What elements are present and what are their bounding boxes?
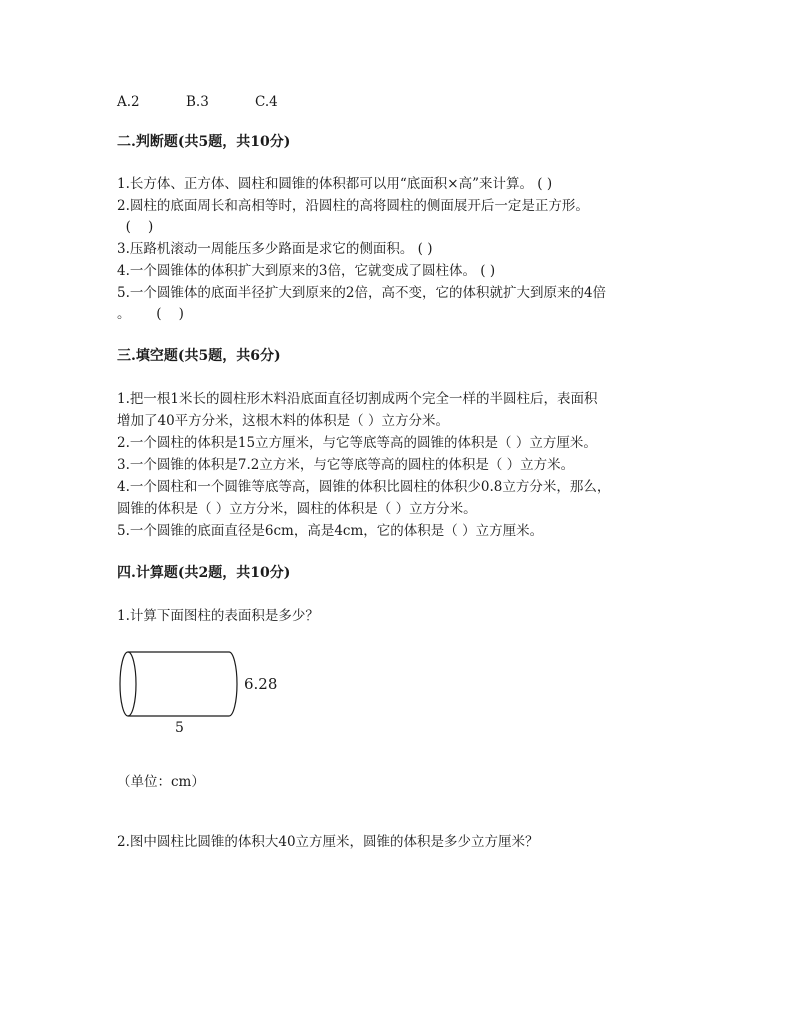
fill-question-4-cont: 圆锥的体积是（ ）立方分米，圆柱的体积是（ ）立方分米。: [117, 501, 477, 517]
judgement-question-5-answer: 。 ( ): [117, 306, 184, 322]
choice-a: A.2: [117, 94, 140, 110]
fill-question-2: 2.一个圆柱的体积是15立方厘米，与它等底等高的圆锥的体积是（ ）立方厘米。: [117, 435, 597, 451]
fill-question-3: 3.一个圆锥的体积是7.2立方米，与它等底等高的圆柱的体积是（ ）立方米。: [117, 457, 575, 473]
cylinder-height-label: 6.28: [244, 675, 278, 693]
calc-question-1: 1.计算下面图柱的表面积是多少？: [117, 608, 319, 624]
choice-b: B.3: [186, 94, 209, 110]
unit-note: （单位：cm）: [117, 774, 205, 790]
fill-question-1-cont: 增加了40平方分米，这根木料的体积是（ ）立方分米。: [117, 413, 449, 429]
choice-c: C.4: [255, 94, 278, 110]
section-title-calculation: 四.计算题(共2题，共10分): [117, 565, 291, 581]
judgement-question-5: 5.一个圆锥体的底面半径扩大到原来的2倍，高不变，它的体积就扩大到原来的4倍: [117, 285, 607, 301]
fill-question-1: 1.把一根1米长的圆柱形木料沿底面直径切割成两个完全一样的半圆柱后，表面积: [117, 391, 598, 407]
cylinder-right-arc: [229, 652, 237, 716]
section-title-judgement: 二.判断题(共5题，共10分): [117, 134, 291, 150]
judgement-question-2: 2.圆柱的底面周长和高相等时，沿圆柱的高将圆柱的侧面展开后一定是正方形。: [117, 198, 589, 214]
choice-options: [117, 93, 278, 111]
judgement-question-1: 1.长方体、正方体、圆柱和圆锥的体积都可以用“底面积×高”来计算。 ( ): [117, 176, 553, 192]
judgement-question-2-answer: ( ): [117, 219, 154, 235]
calc-question-2: 2.图中圆柱比圆锥的体积大40立方厘米，圆锥的体积是多少立方厘米？: [117, 834, 539, 850]
cylinder-figure: [115, 644, 295, 744]
fill-question-5: 5.一个圆锥的底面直径是6cm，高是4cm，它的体积是（ ）立方厘米。: [117, 523, 544, 539]
cylinder-left-face: [120, 652, 136, 716]
cylinder-length-label: 5: [175, 720, 184, 736]
section-title-fill-blank: 三.填空题(共5题，共6分): [117, 348, 281, 364]
judgement-question-4: 4.一个圆锥体的体积扩大到原来的3倍，它就变成了圆柱体。 ( ): [117, 263, 496, 279]
judgement-question-3: 3.压路机滚动一周能压多少路面是求它的侧面积。 ( ): [117, 241, 433, 257]
fill-question-4: 4.一个圆柱和一个圆锥等底等高，圆锥的体积比圆柱的体积少0.8立方分米，那么，: [117, 479, 611, 495]
